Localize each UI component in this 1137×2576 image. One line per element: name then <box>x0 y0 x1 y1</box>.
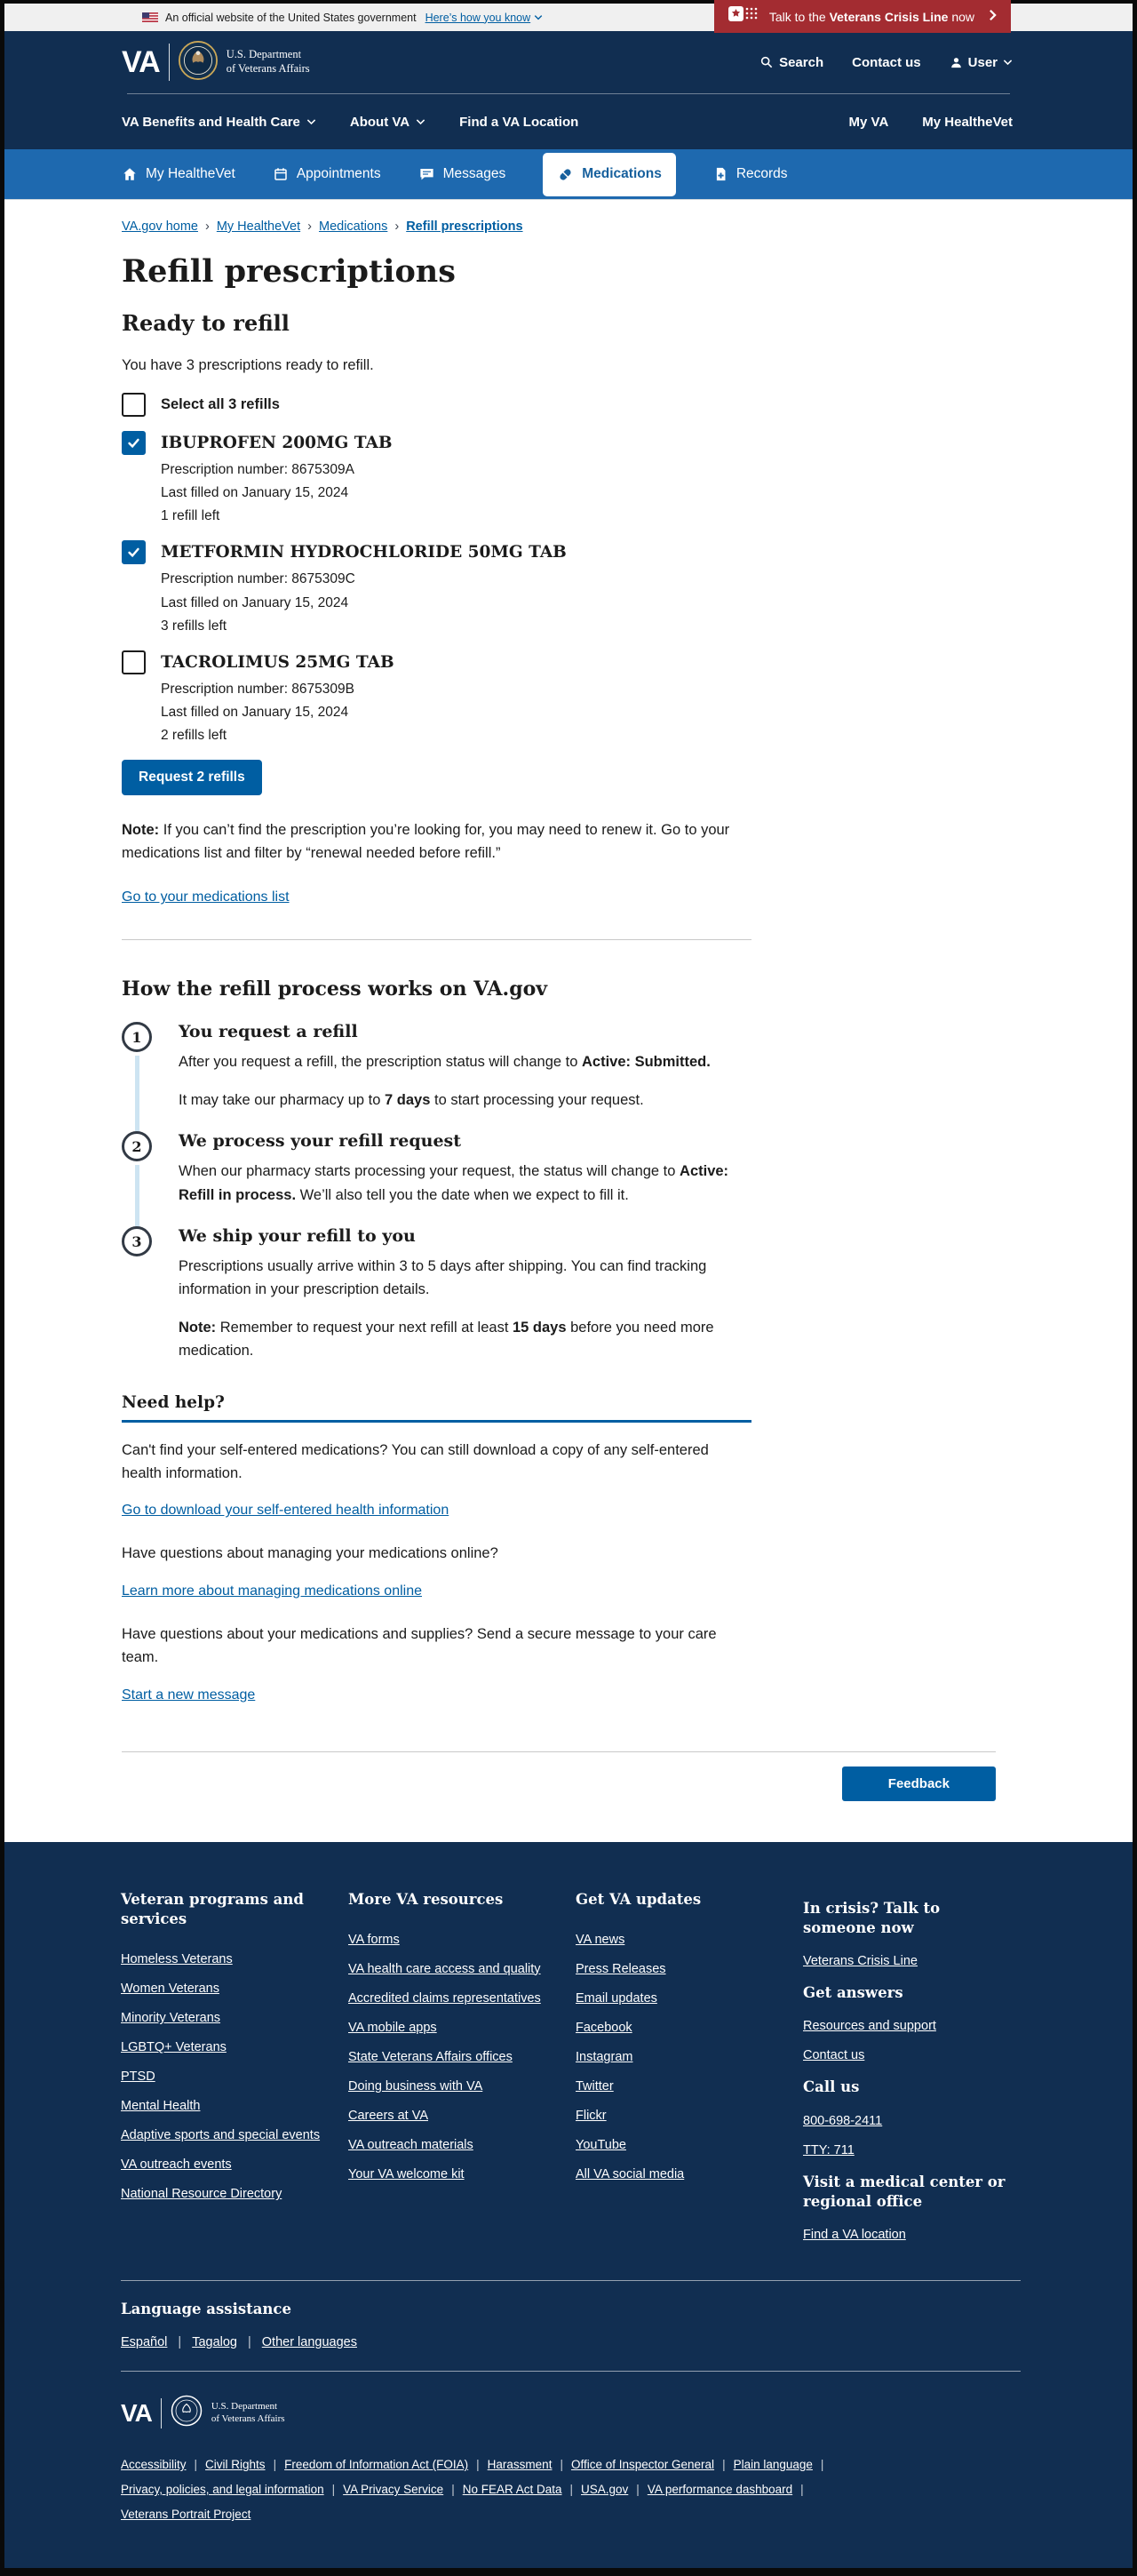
search-icon <box>759 55 774 69</box>
step-text: After you request a refill, the prescription status will change to Active: Submitted. <box>179 1054 711 1071</box>
footer-link[interactable]: YouTube <box>576 2137 626 2152</box>
crisis-line-logo-icon <box>728 5 760 28</box>
prescription-number: Prescription number: 8675309A <box>161 462 354 478</box>
language-assistance <box>121 2280 1133 2372</box>
prescription-refills-left: 2 refills left <box>161 727 227 743</box>
footer-link[interactable]: Your VA welcome kit <box>348 2166 465 2181</box>
main-nav <box>4 94 1133 149</box>
download-health-info-link[interactable]: Go to download your self-entered health information <box>122 1503 449 1519</box>
footer-link[interactable]: Flickr <box>576 2108 607 2123</box>
refill-process-section <box>122 977 751 1362</box>
feedback-button[interactable]: Feedback <box>842 1767 996 1801</box>
footer-link[interactable]: VA forms <box>348 1932 400 1947</box>
footer-link[interactable]: Instagram <box>576 2049 633 2064</box>
healthevet-subnav <box>4 149 1133 200</box>
legal-link[interactable]: VA performance dashboard <box>647 2483 793 2497</box>
help-text-2: Have questions about managing your medications online? <box>122 1545 498 1562</box>
legal-link[interactable]: VA Privacy Service <box>343 2483 444 2497</box>
refill-note: Note: If you can’t find the prescription you’re looking for, you may need to renew it. Go to your medications list and filter by “renewal needed before refill.” <box>122 821 730 862</box>
separator: | <box>569 2483 574 2497</box>
help-text-3: Have questions about your medications and supplies? Send a secure message to your care team. <box>122 1625 717 1666</box>
footer-heading: More VA resources <box>348 1890 504 1908</box>
ready-intro: You have 3 prescriptions ready to refill. <box>122 357 374 373</box>
subnav-appointments[interactable]: Appointments <box>273 166 381 182</box>
prescription-last-filled: Last filled on January 15, 2024 <box>161 704 349 720</box>
nav-find-location[interactable]: Find a VA Location <box>459 114 579 130</box>
step-text: When our pharmacy starts processing your request, the status will change to Active: Refill in process. We’ll also tell you the date when we expect to fill it. <box>179 1163 729 1203</box>
footer-link[interactable]: National Resource Directory <box>121 2187 282 2202</box>
breadcrumb-medications[interactable]: Medications <box>318 219 388 234</box>
chevron-down-icon <box>534 14 543 20</box>
footer-link[interactable]: VA outreach events <box>121 2157 232 2173</box>
legal-link[interactable]: Office of Inspector General <box>570 2458 715 2472</box>
legal-link[interactable]: No FEAR Act Data <box>462 2483 562 2497</box>
footer-link[interactable]: Adaptive sports and special events <box>121 2128 321 2143</box>
legal-link[interactable]: Harassment <box>487 2458 553 2472</box>
language-link-other[interactable]: Other languages <box>261 2335 357 2350</box>
need-help-heading: Need help? <box>122 1393 751 1423</box>
legal-link[interactable]: Accessibility <box>121 2458 187 2472</box>
step-text: Prescriptions usually arrive within 3 to 5 days after shipping. You can find tracking information in your prescription details. <box>179 1258 707 1298</box>
nav-about[interactable]: About VA <box>350 115 425 130</box>
footer-link[interactable]: Twitter <box>576 2078 614 2093</box>
breadcrumb-my-healthevet[interactable]: My HealtheVet <box>216 219 301 234</box>
step-title: You request a refill <box>179 1022 358 1042</box>
prescription-checkbox-ibuprofen[interactable] <box>122 431 146 455</box>
footer-column-resources <box>348 1890 576 2258</box>
footer-divider <box>121 2371 1021 2372</box>
logo-divider <box>169 44 170 81</box>
select-all-row <box>122 393 751 417</box>
separator: | <box>636 2483 640 2497</box>
process-heading: How the refill process works on VA.gov <box>122 977 548 1001</box>
crisis-text-strong: Veterans Crisis Line <box>829 9 949 24</box>
footer-link[interactable]: Mental Health <box>121 2099 201 2114</box>
feedback-divider <box>122 1751 996 1752</box>
footer-heading: Get VA updates <box>576 1890 702 1908</box>
footer-legal-links <box>121 2458 1133 2521</box>
footer-heading: Veteran programs and services <box>121 1890 304 1927</box>
start-new-message-link[interactable]: Start a new message <box>122 1687 256 1703</box>
subnav-medications[interactable]: Medications <box>543 153 676 196</box>
home-icon <box>122 166 138 182</box>
va-seal-icon <box>179 41 218 84</box>
chevron-right-icon <box>989 9 997 24</box>
crisis-text-post: now <box>951 9 974 24</box>
prescription-row <box>122 650 751 747</box>
select-all-label: Select all 3 refills <box>161 396 280 413</box>
separator: | <box>273 2458 277 2472</box>
separator: | <box>247 2335 251 2350</box>
dept-name: U.S. Department of Veterans Affairs <box>226 48 310 75</box>
separator: | <box>476 2458 480 2472</box>
legal-link[interactable]: Veterans Portrait Project <box>121 2508 251 2522</box>
chevron-down-icon <box>1003 59 1013 66</box>
separator: | <box>194 2458 198 2472</box>
breadcrumb <box>122 219 1133 234</box>
footer-va-logo <box>121 2395 1133 2431</box>
separator: | <box>800 2483 804 2497</box>
medications-list-link[interactable]: Go to your medications list <box>122 889 290 905</box>
page <box>4 4 1133 2568</box>
footer-link[interactable]: Women Veterans <box>121 1982 219 1997</box>
separator: | <box>722 2458 726 2472</box>
site-footer <box>4 1842 1133 2569</box>
managing-medications-link[interactable]: Learn more about managing medications online <box>122 1583 422 1599</box>
main-content <box>4 200 1133 1842</box>
prescription-number: Prescription number: 8675309B <box>161 681 354 697</box>
logo-divider <box>161 2398 162 2428</box>
language-heading: Language assistance <box>121 2301 291 2318</box>
step-number-badge: 1 <box>122 1022 152 1052</box>
messages-icon <box>418 166 435 182</box>
official-site-text: An official website of the United States government <box>165 11 417 24</box>
footer-link[interactable]: Contact us <box>803 2048 865 2063</box>
pill-icon <box>557 166 574 183</box>
chevron-down-icon <box>416 118 425 125</box>
footer-link[interactable]: Accredited claims representatives <box>348 1990 541 2006</box>
footer-link[interactable]: VA outreach materials <box>348 2137 473 2152</box>
footer-heading: Call us <box>803 2078 860 2096</box>
footer-link[interactable]: LGBTQ+ Veterans <box>121 2040 227 2055</box>
footer-link[interactable]: Minority Veterans <box>121 2011 221 2026</box>
subnav-records[interactable]: Records <box>713 166 788 182</box>
breadcrumb-separator: › <box>307 219 312 234</box>
nav-my-healthevet[interactable]: My HealtheVet <box>922 114 1013 130</box>
prescription-row <box>122 540 751 637</box>
chevron-down-icon <box>306 118 316 125</box>
footer-heading: Get answers <box>803 1984 903 2002</box>
footer-link[interactable]: VA health care access and quality <box>348 1961 541 1976</box>
process-step-1 <box>122 1022 751 1112</box>
language-link-espanol[interactable]: Español <box>121 2335 168 2350</box>
dept-name: U.S. Department of Veterans Affairs <box>211 2400 285 2424</box>
step-number-badge: 2 <box>122 1131 152 1161</box>
contact-us-link[interactable]: Contact us <box>852 54 921 70</box>
us-flag-icon <box>142 12 158 22</box>
select-all-checkbox[interactable] <box>122 393 146 417</box>
check-icon <box>126 435 141 451</box>
user-icon <box>950 56 963 69</box>
prescription-name: METFORMIN HYDROCHLORIDE 50MG TAB <box>161 543 567 562</box>
prescription-row <box>122 431 751 528</box>
va-logotype: VA <box>121 2398 152 2427</box>
legal-link[interactable]: Plain language <box>733 2458 813 2472</box>
process-step-2 <box>122 1131 751 1207</box>
separator: | <box>331 2483 336 2497</box>
step-title: We ship your refill to you <box>179 1226 416 1247</box>
legal-link[interactable]: USA.gov <box>581 2483 629 2497</box>
crisis-text-pre: Talk to the <box>768 9 826 24</box>
language-link-tagalog[interactable]: Tagalog <box>192 2335 237 2350</box>
prescription-checkbox-tacrolimus[interactable] <box>122 650 146 674</box>
user-menu[interactable]: User <box>950 55 1013 70</box>
step-title: We process your refill request <box>179 1131 461 1152</box>
step-note: Note: Remember to request your next refill at least 15 days before you need more medication. <box>179 1319 714 1360</box>
legal-link[interactable]: Privacy, policies, and legal information <box>121 2483 324 2497</box>
footer-link[interactable]: Homeless Veterans <box>121 1952 233 1967</box>
footer-link[interactable]: State Veterans Affairs offices <box>348 2049 513 2064</box>
check-icon <box>126 545 141 560</box>
site-header <box>4 31 1133 149</box>
prescription-checkbox-metformin[interactable] <box>122 540 146 564</box>
nav-benefits[interactable]: VA Benefits and Health Care <box>122 115 316 130</box>
footer-divider <box>121 2280 1021 2281</box>
need-help-section <box>122 1393 751 1727</box>
footer-link[interactable]: Doing business with VA <box>348 2078 483 2093</box>
footer-link[interactable]: Press Releases <box>576 1961 666 1976</box>
step-number-badge: 3 <box>122 1226 152 1256</box>
page-title: Refill prescriptions <box>122 253 456 290</box>
how-you-know-link[interactable]: Here’s how you know <box>425 12 544 24</box>
nav-my-va[interactable]: My VA <box>848 114 889 130</box>
footer-link-phone[interactable]: 800-698-2411 <box>803 2113 883 2128</box>
breadcrumb-current[interactable]: Refill prescriptions <box>406 219 523 234</box>
feedback-zone <box>122 1751 1133 1801</box>
document-plus-icon <box>713 166 728 182</box>
footer-column-programs <box>121 1890 348 2258</box>
breadcrumb-separator: › <box>204 219 210 234</box>
footer-link[interactable]: Facebook <box>576 2020 632 2035</box>
subnav-messages[interactable]: Messages <box>418 166 506 182</box>
separator: | <box>560 2458 563 2472</box>
calendar-icon <box>273 166 289 182</box>
ready-to-refill-section <box>122 310 751 905</box>
footer-heading: Visit a medical center or regional office <box>803 2173 1006 2210</box>
separator: | <box>451 2483 455 2497</box>
prescription-name: TACROLIMUS 25MG TAB <box>161 652 394 672</box>
ready-heading: Ready to refill <box>122 310 290 336</box>
section-divider <box>122 939 751 940</box>
search-button[interactable]: Search <box>759 55 823 70</box>
va-logo[interactable] <box>122 41 310 84</box>
breadcrumb-separator: › <box>394 219 400 234</box>
va-logotype: VA <box>122 44 160 79</box>
process-step-3 <box>122 1226 751 1363</box>
va-seal-icon <box>171 2395 203 2431</box>
footer-link[interactable]: VA mobile apps <box>348 2020 437 2035</box>
legal-link[interactable]: Freedom of Information Act (FOIA) <box>284 2458 469 2472</box>
footer-link[interactable]: All VA social media <box>576 2166 685 2181</box>
subnav-my-healthevet[interactable]: My HealtheVet <box>122 166 235 182</box>
prescription-refills-left: 1 refill left <box>161 508 220 524</box>
legal-link[interactable]: Civil Rights <box>205 2458 266 2472</box>
prescription-last-filled: Last filled on January 15, 2024 <box>161 485 349 501</box>
prescription-refills-left: 3 refills left <box>161 618 227 634</box>
step-text: It may take our pharmacy up to 7 days to start processing your request. <box>179 1091 644 1108</box>
prescription-name: IBUPROFEN 200MG TAB <box>161 434 393 453</box>
footer-heading: In crisis? Talk to someone now <box>803 1899 941 1936</box>
footer-link[interactable]: Email updates <box>576 1990 657 2006</box>
prescription-number: Prescription number: 8675309C <box>161 571 355 587</box>
footer-link[interactable]: Resources and support <box>803 2019 936 2034</box>
footer-column-contact <box>803 1890 1027 2258</box>
separator: | <box>178 2335 182 2350</box>
crisis-line-button[interactable] <box>714 0 1011 33</box>
footer-link-crisis-line[interactable]: Veterans Crisis Line <box>803 1954 918 1969</box>
footer-link[interactable]: PTSD <box>121 2070 155 2085</box>
footer-link-find-location[interactable]: Find a VA location <box>803 2228 906 2243</box>
footer-link-tty[interactable]: TTY: 711 <box>803 2142 855 2157</box>
help-text-1: Can't find your self-entered medications? You can still download a copy of any self-entered health information. <box>122 1441 709 1481</box>
footer-column-updates <box>576 1890 803 2258</box>
prescription-last-filled: Last filled on January 15, 2024 <box>161 594 349 610</box>
request-refills-button[interactable]: Request 2 refills <box>122 760 262 795</box>
footer-link[interactable]: VA news <box>576 1932 625 1947</box>
breadcrumb-home[interactable]: VA.gov home <box>122 219 198 234</box>
footer-link[interactable]: Careers at VA <box>348 2108 428 2123</box>
separator: | <box>820 2458 824 2472</box>
